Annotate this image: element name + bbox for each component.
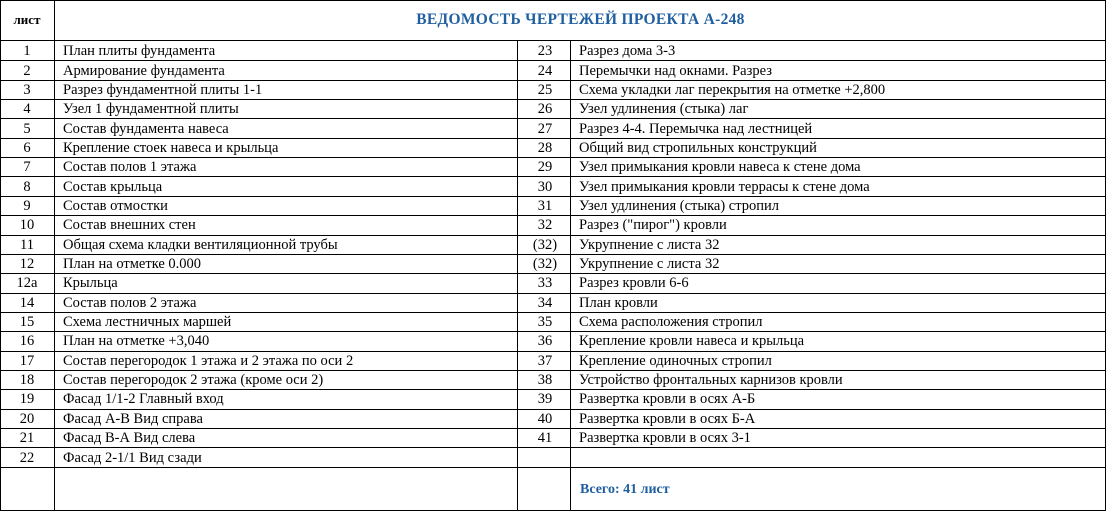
left-sheet-number: 6 bbox=[23, 139, 31, 156]
left-sheet-number: 12 bbox=[19, 256, 35, 273]
left-sheet-number: 4 bbox=[23, 101, 31, 118]
right-sheet-name: Развертка кровли в осях 3-1 bbox=[579, 430, 751, 447]
left-sheet-name: Состав перегородок 1 этажа и 2 этажа по оси 2 bbox=[63, 352, 354, 369]
right-sheet-name: Укрупнение с листа 32 bbox=[579, 256, 720, 273]
left-sheet-name: Состав полов 2 этажа bbox=[63, 294, 197, 311]
left-sheet-name: Состав полов 1 этажа bbox=[63, 159, 197, 176]
grid-line bbox=[0, 235, 1106, 236]
grid-line bbox=[0, 351, 1106, 352]
left-sheet-number: 19 bbox=[19, 391, 35, 408]
right-sheet-number: 31 bbox=[537, 197, 553, 214]
left-sheet-name: Узел 1 фундаментной плиты bbox=[63, 101, 239, 118]
grid-line bbox=[0, 293, 1106, 294]
right-sheet-name: Узел примыкания кровли навеса к стене дома bbox=[579, 159, 861, 176]
right-sheet-name: Перемычки над окнами. Разрез bbox=[579, 62, 772, 79]
right-sheet-number: 23 bbox=[537, 43, 553, 60]
left-sheet-number: 7 bbox=[23, 159, 31, 176]
left-sheet-name: Крыльца bbox=[63, 275, 118, 292]
left-sheet-name: Фасад 1/1-2 Главный вход bbox=[63, 391, 224, 408]
left-sheet-number: 15 bbox=[19, 314, 35, 331]
left-sheet-number: 16 bbox=[19, 333, 35, 350]
left-sheet-number: 18 bbox=[19, 372, 35, 389]
left-sheet-number: 2 bbox=[23, 62, 31, 79]
grid-line bbox=[0, 447, 1106, 448]
right-sheet-number: 24 bbox=[537, 62, 553, 79]
right-sheet-number: 32 bbox=[537, 217, 553, 234]
right-sheet-number: 38 bbox=[537, 372, 553, 389]
grid-line bbox=[0, 254, 1106, 255]
left-sheet-name: Общая схема кладки вентиляционной трубы bbox=[63, 236, 338, 253]
left-sheet-number: 3 bbox=[23, 81, 31, 98]
right-sheet-number: (32) bbox=[532, 256, 558, 273]
left-sheet-number: 10 bbox=[19, 217, 35, 234]
left-sheet-name: Фасад В-А Вид слева bbox=[63, 430, 196, 447]
grid-line bbox=[0, 60, 1106, 61]
right-sheet-name: Устройство фронтальных карнизов кровли bbox=[579, 372, 843, 389]
right-sheet-number: 29 bbox=[537, 159, 553, 176]
left-sheet-name: Фасад А-В Вид справа bbox=[63, 410, 203, 427]
grid-line bbox=[570, 41, 571, 511]
right-sheet-name: Крепление одиночных стропил bbox=[579, 352, 772, 369]
grid-line bbox=[0, 99, 1106, 100]
left-sheet-name: План на отметке 0.000 bbox=[63, 256, 202, 273]
grid-line bbox=[0, 467, 1106, 468]
grid-line bbox=[0, 176, 1106, 177]
left-sheet-name: Схема лестничных маршей bbox=[63, 314, 232, 331]
right-sheet-number: 27 bbox=[537, 120, 553, 137]
right-sheet-number: (32) bbox=[532, 236, 558, 253]
grid-line bbox=[0, 0, 1106, 1]
grid-line bbox=[0, 80, 1106, 81]
left-sheet-number: 17 bbox=[19, 352, 35, 369]
grid-line bbox=[0, 196, 1106, 197]
right-sheet-number: 35 bbox=[537, 314, 553, 331]
left-sheet-number: 21 bbox=[19, 430, 35, 447]
left-sheet-name: Разрез фундаментной плиты 1-1 bbox=[63, 81, 263, 98]
left-sheet-number: 8 bbox=[23, 178, 31, 195]
right-sheet-name: Разрез кровли 6-6 bbox=[579, 275, 689, 292]
right-sheet-name: Схема укладки лаг перекрытия на отметке +2,800 bbox=[579, 81, 886, 98]
left-sheet-number: 20 bbox=[19, 410, 35, 427]
grid-line bbox=[0, 138, 1106, 139]
grid-line bbox=[517, 41, 518, 511]
left-sheet-number: 1 bbox=[23, 43, 31, 60]
right-sheet-number: 25 bbox=[537, 81, 553, 98]
grid-line bbox=[0, 370, 1106, 371]
left-sheet-name: Состав внешних стен bbox=[63, 217, 196, 234]
right-sheet-name: Укрупнение с листа 32 bbox=[579, 236, 720, 253]
left-sheet-name: Армирование фундамента bbox=[63, 62, 225, 79]
right-sheet-number: 33 bbox=[537, 275, 553, 292]
grid-line bbox=[0, 40, 1106, 41]
left-sheet-name: Крепление стоек навеса и крыльца bbox=[63, 139, 279, 156]
right-sheet-name: Развертка кровли в осях А-Б bbox=[579, 391, 756, 408]
right-sheet-name: План кровли bbox=[579, 294, 658, 311]
right-sheet-number: 41 bbox=[537, 430, 553, 447]
grid-line bbox=[54, 0, 55, 511]
grid-line bbox=[0, 157, 1106, 158]
right-sheet-number: 34 bbox=[537, 294, 553, 311]
right-sheet-name: Общий вид стропильных конструкций bbox=[579, 139, 817, 156]
left-sheet-number: 9 bbox=[23, 197, 31, 214]
left-sheet-name: Состав крыльца bbox=[63, 178, 163, 195]
right-sheet-name: Развертка кровли в осях Б-А bbox=[579, 410, 756, 427]
grid-line bbox=[0, 273, 1106, 274]
left-sheet-name: Состав перегородок 2 этажа (кроме оси 2) bbox=[63, 372, 324, 389]
right-sheet-name: Разрез ("пирог") кровли bbox=[579, 217, 727, 234]
left-sheet-name: План на отметке +3,040 bbox=[63, 333, 210, 350]
grid-line bbox=[0, 0, 1, 511]
grid-line bbox=[0, 389, 1106, 390]
grid-line bbox=[0, 428, 1106, 429]
right-sheet-name: Схема расположения стропил bbox=[579, 314, 763, 331]
left-sheet-name: Фасад 2-1/1 Вид сзади bbox=[63, 449, 202, 466]
grid-line bbox=[0, 331, 1106, 332]
sheet-column-header: лист bbox=[13, 12, 41, 27]
grid-line bbox=[0, 118, 1106, 119]
right-sheet-number: 36 bbox=[537, 333, 553, 350]
left-sheet-number: 11 bbox=[20, 236, 34, 253]
right-sheet-number: 37 bbox=[537, 352, 553, 369]
left-sheet-number: 22 bbox=[19, 449, 35, 466]
left-sheet-number: 12а bbox=[16, 275, 38, 292]
right-sheet-name: Узел удлинения (стыка) стропил bbox=[579, 197, 779, 214]
left-sheet-number: 14 bbox=[19, 294, 35, 311]
right-sheet-name: Разрез дома 3-3 bbox=[579, 43, 676, 60]
left-sheet-name: Состав фундамента навеса bbox=[63, 120, 229, 137]
left-sheet-name: План плиты фундамента bbox=[63, 43, 216, 60]
grid-line bbox=[0, 409, 1106, 410]
right-sheet-number: 40 bbox=[537, 410, 553, 427]
right-sheet-name: Разрез 4-4. Перемычка над лестницей bbox=[579, 120, 813, 137]
right-sheet-name: Узел примыкания кровли террасы к стене дома bbox=[579, 178, 870, 195]
left-sheet-name: Состав отмостки bbox=[63, 197, 168, 214]
right-sheet-name: Узел удлинения (стыка) лаг bbox=[579, 101, 749, 118]
total-sheets: Всего: 41 лист bbox=[580, 482, 670, 497]
right-sheet-number: 39 bbox=[537, 391, 553, 408]
table-title: ВЕДОМОСТЬ ЧЕРТЕЖЕЙ ПРОЕКТА А-248 bbox=[416, 11, 745, 28]
right-sheet-number: 30 bbox=[537, 178, 553, 195]
grid-line bbox=[0, 312, 1106, 313]
right-sheet-number: 28 bbox=[537, 139, 553, 156]
right-sheet-number: 26 bbox=[537, 101, 553, 118]
left-sheet-number: 5 bbox=[23, 120, 31, 137]
grid-line bbox=[0, 215, 1106, 216]
right-sheet-name: Крепление кровли навеса и крыльца bbox=[579, 333, 805, 350]
